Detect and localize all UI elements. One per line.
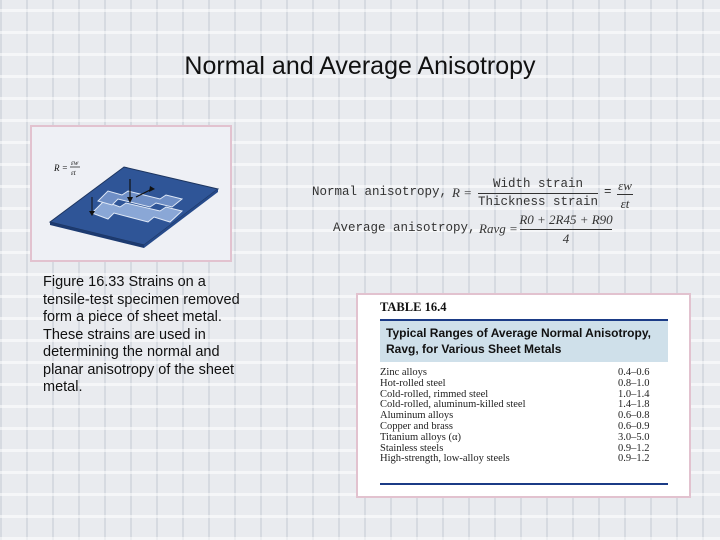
row-material: Stainless steels bbox=[380, 442, 444, 454]
table-row bbox=[380, 433, 668, 444]
row-range: 0.6–0.9 bbox=[618, 420, 650, 432]
row-range: 3.0–5.0 bbox=[618, 431, 650, 443]
figure-caption: Figure 16.33 Strains on a tensile-test specimen removed form a piece of sheet metal. These strains are used in determining the normal and planar anisotropy of the sheet metal. bbox=[43, 274, 240, 395]
table-row bbox=[380, 454, 668, 465]
anisotropy-table bbox=[356, 293, 691, 498]
average-anisotropy-denominator: 4 bbox=[562, 231, 570, 246]
normal-anisotropy-equals: = bbox=[604, 185, 612, 199]
normal-fraction-bar bbox=[478, 193, 598, 194]
normal-anisotropy-numerator: Width strain bbox=[492, 177, 583, 191]
normal-anisotropy-R: R = bbox=[452, 185, 472, 200]
table-bottom-rule bbox=[380, 483, 668, 485]
table-header-line1: Typical Ranges of Average Normal Anisotropy, bbox=[386, 326, 651, 340]
row-material: Aluminum alloys bbox=[380, 410, 454, 422]
normal-symbolic-num: εw bbox=[618, 178, 632, 193]
normal-symbolic-den: εt bbox=[620, 196, 630, 211]
table-header bbox=[380, 319, 668, 362]
row-range: 0.4–0.6 bbox=[618, 367, 650, 378]
row-material: Zinc alloys bbox=[380, 367, 427, 378]
normal-anisotropy-label: Normal anisotropy, bbox=[312, 185, 448, 199]
figure-formula-label: R = bbox=[54, 163, 68, 173]
average-anisotropy-symbol: Ravg = bbox=[479, 221, 518, 236]
average-anisotropy-numerator: R0 + 2R45 + R90 bbox=[519, 212, 613, 227]
table-header-line2: Ravg, for Various Sheet Metals bbox=[386, 342, 562, 356]
sheet-metal-specimen-illustration bbox=[32, 127, 230, 260]
normal-anisotropy-symbol bbox=[452, 185, 472, 201]
specimen-figure bbox=[30, 125, 232, 262]
slide-title: Normal and Average Anisotropy bbox=[184, 52, 536, 80]
row-material: Copper and brass bbox=[380, 420, 453, 432]
table-label: TABLE 16.4 bbox=[380, 300, 447, 314]
row-material: Cold-rolled, aluminum-killed steel bbox=[380, 399, 526, 411]
normal-anisotropy-denominator: Thickness strain bbox=[477, 195, 599, 209]
row-range: 0.8–1.0 bbox=[618, 377, 650, 389]
row-range: 0.9–1.2 bbox=[618, 453, 650, 465]
row-range: 1.0–1.4 bbox=[618, 388, 650, 400]
average-anisotropy-label: Average anisotropy, bbox=[333, 221, 476, 235]
normal-symbolic-bar bbox=[617, 194, 633, 195]
table-rows bbox=[380, 368, 668, 465]
row-range: 0.6–0.8 bbox=[618, 410, 650, 422]
table-row bbox=[380, 379, 668, 390]
row-material: Hot-rolled steel bbox=[380, 377, 446, 389]
row-material: Cold-rolled, rimmed steel bbox=[380, 388, 489, 400]
figure-formula-num: εw bbox=[71, 159, 79, 167]
row-material: High-strength, low-alloy steels bbox=[380, 453, 510, 465]
row-range: 1.4–1.8 bbox=[618, 399, 650, 411]
row-range: 0.9–1.2 bbox=[618, 442, 650, 454]
row-material: Titanium alloys (α) bbox=[380, 431, 461, 443]
figure-formula-den: εt bbox=[71, 169, 76, 177]
average-fraction-bar bbox=[520, 229, 612, 230]
